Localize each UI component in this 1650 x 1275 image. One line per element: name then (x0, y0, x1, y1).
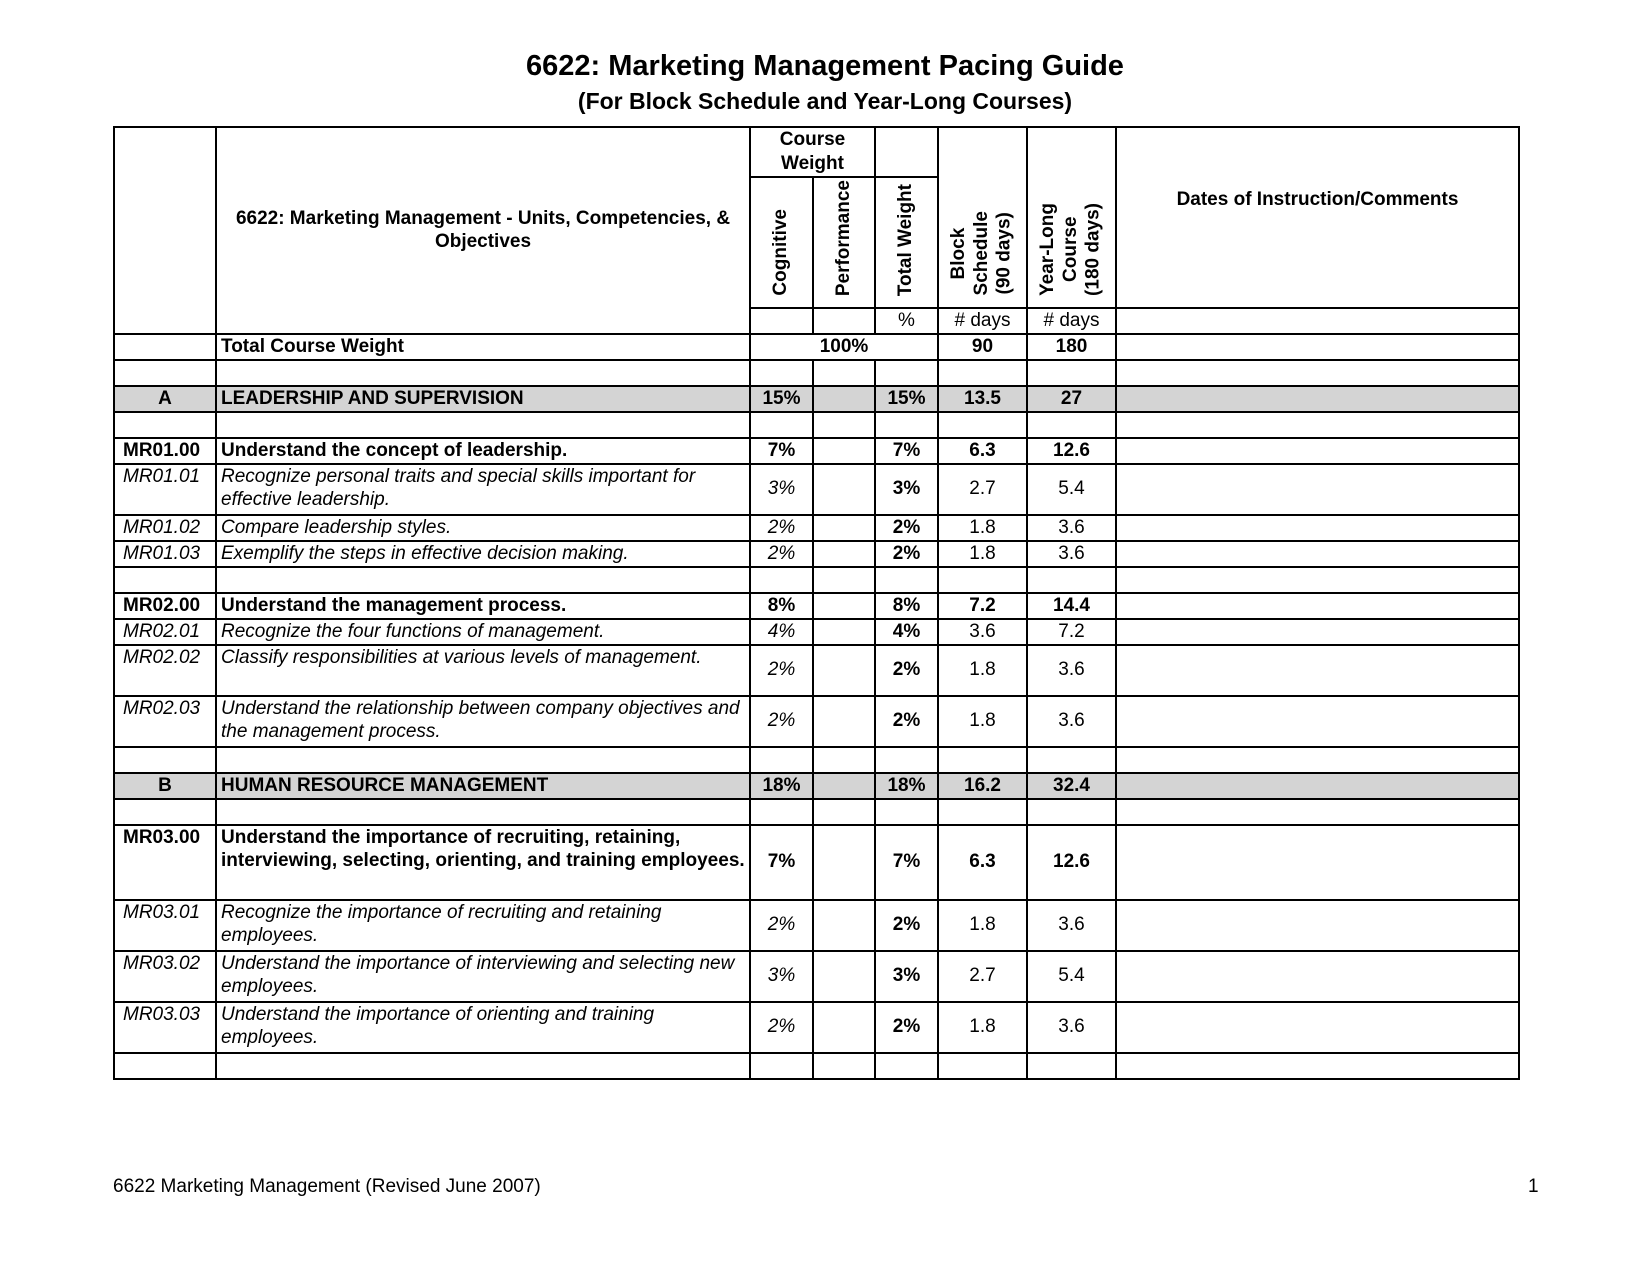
dates-comments (1116, 951, 1519, 1002)
performance-unit-cell (813, 308, 875, 334)
dates-comments (1116, 900, 1519, 951)
objective-row (114, 515, 1519, 541)
spacer-row (114, 799, 1519, 825)
empty-cell (1116, 412, 1519, 438)
header-blank-cell (114, 127, 216, 334)
total-course-weight-label: Total Course Weight (216, 334, 750, 360)
objective-description: Recognize the four functions of management. (216, 619, 750, 645)
objective-description: Exemplify the steps in effective decision making. (216, 541, 750, 567)
performance-weight (813, 900, 875, 951)
empty-cell (750, 567, 813, 593)
empty-cell (114, 1053, 216, 1079)
total-weight: 4% (875, 619, 938, 645)
total-course-weight-value: 100% (750, 334, 938, 360)
empty-cell (750, 412, 813, 438)
document-subtitle: (For Block Schedule and Year-Long Courses) (577, 88, 1073, 114)
performance-weight (813, 825, 875, 900)
empty-cell (1027, 1053, 1116, 1079)
empty-cell (1116, 360, 1519, 386)
empty-cell (114, 567, 216, 593)
year-days: 7.2 (1027, 619, 1116, 645)
performance-weight (813, 951, 875, 1002)
objective-description: Compare leadership styles. (216, 515, 750, 541)
cognitive-weight: 2% (750, 1002, 813, 1053)
objective-description: Understand the importance of orienting and training employees. (216, 1002, 750, 1053)
dates-comments (1116, 1002, 1519, 1053)
unit-code: B (114, 773, 216, 799)
objective-code: MR03.01 (114, 900, 216, 951)
cognitive-weight: 15% (750, 386, 813, 412)
dates-comments (1116, 619, 1519, 645)
empty-cell (216, 799, 750, 825)
total-block-days: 90 (938, 334, 1027, 360)
cognitive-weight: 2% (750, 515, 813, 541)
empty-cell (1116, 747, 1519, 773)
footer-revision: 6622 Marketing Management (Revised June 2007) (113, 1176, 541, 1197)
dates-comments (1116, 773, 1519, 799)
empty-cell (1027, 412, 1116, 438)
empty-cell (813, 567, 875, 593)
block-schedule-header: Block Schedule (90 days) (938, 127, 1027, 308)
page-number: 1 (1528, 1176, 1539, 1197)
total-weight: 2% (875, 1002, 938, 1053)
competency-code: MR01.00 (114, 438, 216, 464)
empty-cell (114, 747, 216, 773)
empty-cell (1027, 567, 1116, 593)
empty-cell (938, 567, 1027, 593)
objective-description: Classify responsibilities at various levels of management. (216, 645, 750, 696)
empty-cell (216, 360, 750, 386)
cognitive-weight: 8% (750, 593, 813, 619)
year-days: 3.6 (1027, 515, 1116, 541)
empty-cell (938, 412, 1027, 438)
year-unit: # days (1027, 308, 1116, 334)
cognitive-unit-cell (750, 308, 813, 334)
objective-code: MR03.02 (114, 951, 216, 1002)
objective-description: Recognize personal traits and special skills important for effective leadership. (216, 464, 750, 515)
empty-cell (813, 412, 875, 438)
performance-weight (813, 438, 875, 464)
empty-cell (1116, 567, 1519, 593)
competency-description: Understand the concept of leadership. (216, 438, 750, 464)
cognitive-weight: 4% (750, 619, 813, 645)
header-row-top (114, 127, 1519, 177)
year-days: 14.4 (1027, 593, 1116, 619)
unit-title: LEADERSHIP AND SUPERVISION (216, 386, 750, 412)
year-days: 3.6 (1027, 645, 1116, 696)
cognitive-weight: 2% (750, 900, 813, 951)
unit-code: A (114, 386, 216, 412)
year-days: 3.6 (1027, 696, 1116, 747)
empty-cell (813, 1053, 875, 1079)
empty-cell (114, 799, 216, 825)
cognitive-weight: 2% (750, 645, 813, 696)
total-weight: 3% (875, 951, 938, 1002)
empty-cell (1027, 747, 1116, 773)
objective-code: MR01.02 (114, 515, 216, 541)
empty-cell (750, 747, 813, 773)
year-days: 5.4 (1027, 464, 1116, 515)
block-days: 1.8 (938, 541, 1027, 567)
unit-row (114, 386, 1519, 412)
empty-cell (875, 360, 938, 386)
dates-comments (1116, 541, 1519, 567)
empty-cell (750, 799, 813, 825)
block-days: 7.2 (938, 593, 1027, 619)
competency-description: Understand the importance of recruiting, retaining, interviewing, selecting, orienting, and training employees. (216, 825, 750, 900)
cognitive-weight: 3% (750, 464, 813, 515)
competency-description: Understand the management process. (216, 593, 750, 619)
year-days: 3.6 (1027, 541, 1116, 567)
block-days: 6.3 (938, 438, 1027, 464)
course-weight-spacer (875, 127, 938, 177)
empty-cell (813, 360, 875, 386)
year-days: 32.4 (1027, 773, 1116, 799)
block-days: 13.5 (938, 386, 1027, 412)
objective-row (114, 951, 1519, 1002)
performance-weight (813, 645, 875, 696)
dates-comments (1116, 386, 1519, 412)
total-weight: 2% (875, 696, 938, 747)
total-weight: 2% (875, 645, 938, 696)
objective-row (114, 1002, 1519, 1053)
dates-comments (1116, 515, 1519, 541)
competency-code: MR02.00 (114, 593, 216, 619)
objective-description: Recognize the importance of recruiting and retaining employees. (216, 900, 750, 951)
empty-cell (813, 747, 875, 773)
block-days: 1.8 (938, 515, 1027, 541)
total-weight: 7% (875, 438, 938, 464)
block-unit: # days (938, 308, 1027, 334)
block-days: 1.8 (938, 900, 1027, 951)
total-weight: 8% (875, 593, 938, 619)
pacing-guide-table (113, 126, 1520, 1080)
spacer-row (114, 360, 1519, 386)
cognitive-weight: 18% (750, 773, 813, 799)
unit-row (114, 773, 1519, 799)
block-days: 1.8 (938, 1002, 1027, 1053)
table-main-header: 6622: Marketing Management - Units, Competencies, & Objectives (216, 127, 750, 334)
cognitive-weight: 3% (750, 951, 813, 1002)
empty-cell (875, 747, 938, 773)
block-days: 1.8 (938, 645, 1027, 696)
empty-cell (216, 412, 750, 438)
objective-row (114, 900, 1519, 951)
dates-comments (1116, 645, 1519, 696)
total-weight: 18% (875, 773, 938, 799)
objective-row (114, 464, 1519, 515)
dates-comments (1116, 825, 1519, 900)
year-days: 5.4 (1027, 951, 1116, 1002)
block-days: 2.7 (938, 464, 1027, 515)
block-days: 6.3 (938, 825, 1027, 900)
performance-weight (813, 593, 875, 619)
empty-cell (938, 1053, 1027, 1079)
performance-weight (813, 619, 875, 645)
empty-cell (1027, 360, 1116, 386)
objective-row (114, 619, 1519, 645)
block-days: 16.2 (938, 773, 1027, 799)
total-course-weight-row (114, 334, 1519, 360)
block-days: 1.8 (938, 696, 1027, 747)
year-days: 3.6 (1027, 900, 1116, 951)
dates-comments (1116, 696, 1519, 747)
total-weight: 3% (875, 464, 938, 515)
total-weight-header: Total Weight (875, 177, 938, 308)
spacer-row (114, 412, 1519, 438)
course-weight-label: Course Weight (750, 127, 875, 177)
dates-comments (1116, 593, 1519, 619)
performance-weight (813, 1002, 875, 1053)
year-days: 12.6 (1027, 825, 1116, 900)
dates-comments-header: Dates of Instruction/Comments (1116, 127, 1519, 308)
empty-cell (875, 799, 938, 825)
total-weight: 2% (875, 515, 938, 541)
total-weight: 2% (875, 900, 938, 951)
total-weight: 7% (875, 825, 938, 900)
empty-cell (875, 567, 938, 593)
empty-cell (875, 1053, 938, 1079)
spacer-row (114, 747, 1519, 773)
objective-code: MR02.01 (114, 619, 216, 645)
empty-cell (114, 360, 216, 386)
cognitive-header: Cognitive (750, 177, 813, 308)
objective-row (114, 541, 1519, 567)
year-days: 27 (1027, 386, 1116, 412)
total-code-cell (114, 334, 216, 360)
objective-code: MR01.03 (114, 541, 216, 567)
cognitive-weight: 7% (750, 825, 813, 900)
performance-weight (813, 541, 875, 567)
empty-cell (813, 799, 875, 825)
total-weight: 2% (875, 541, 938, 567)
spacer-row (114, 567, 1519, 593)
empty-cell (114, 412, 216, 438)
spacer-row (114, 1053, 1519, 1079)
objective-description: Understand the relationship between company objectives and the management process. (216, 696, 750, 747)
performance-weight (813, 515, 875, 541)
unit-title: HUMAN RESOURCE MANAGEMENT (216, 773, 750, 799)
empty-cell (750, 1053, 813, 1079)
cognitive-weight: 7% (750, 438, 813, 464)
cognitive-weight: 2% (750, 541, 813, 567)
total-dates-cell (1116, 334, 1519, 360)
year-long-header: Year-Long Course (180 days) (1027, 127, 1116, 308)
objective-code: MR02.03 (114, 696, 216, 747)
objective-code: MR01.01 (114, 464, 216, 515)
block-days: 3.6 (938, 619, 1027, 645)
empty-cell (750, 360, 813, 386)
objective-code: MR03.03 (114, 1002, 216, 1053)
total-weight: 15% (875, 386, 938, 412)
dates-comments (1116, 464, 1519, 515)
objective-row (114, 696, 1519, 747)
performance-weight (813, 386, 875, 412)
block-days: 2.7 (938, 951, 1027, 1002)
total-weight-unit: % (875, 308, 938, 334)
empty-cell (216, 567, 750, 593)
dates-comments (1116, 438, 1519, 464)
competency-code: MR03.00 (114, 825, 216, 900)
total-year-days: 180 (1027, 334, 1116, 360)
empty-cell (938, 799, 1027, 825)
empty-cell (938, 747, 1027, 773)
empty-cell (216, 747, 750, 773)
competency-row (114, 438, 1519, 464)
empty-cell (875, 412, 938, 438)
document-title: 6622: Marketing Management Pacing Guide (526, 50, 1124, 82)
competency-row (114, 825, 1519, 900)
performance-weight (813, 773, 875, 799)
performance-weight (813, 464, 875, 515)
objective-description: Understand the importance of interviewing and selecting new employees. (216, 951, 750, 1002)
competency-row (114, 593, 1519, 619)
dates-unit-cell (1116, 308, 1519, 334)
performance-weight (813, 696, 875, 747)
empty-cell (1116, 1053, 1519, 1079)
empty-cell (216, 1053, 750, 1079)
year-days: 12.6 (1027, 438, 1116, 464)
empty-cell (938, 360, 1027, 386)
performance-header: Performance (813, 177, 875, 308)
objective-row (114, 645, 1519, 696)
objective-code: MR02.02 (114, 645, 216, 696)
year-days: 3.6 (1027, 1002, 1116, 1053)
empty-cell (1116, 799, 1519, 825)
empty-cell (1027, 799, 1116, 825)
cognitive-weight: 2% (750, 696, 813, 747)
